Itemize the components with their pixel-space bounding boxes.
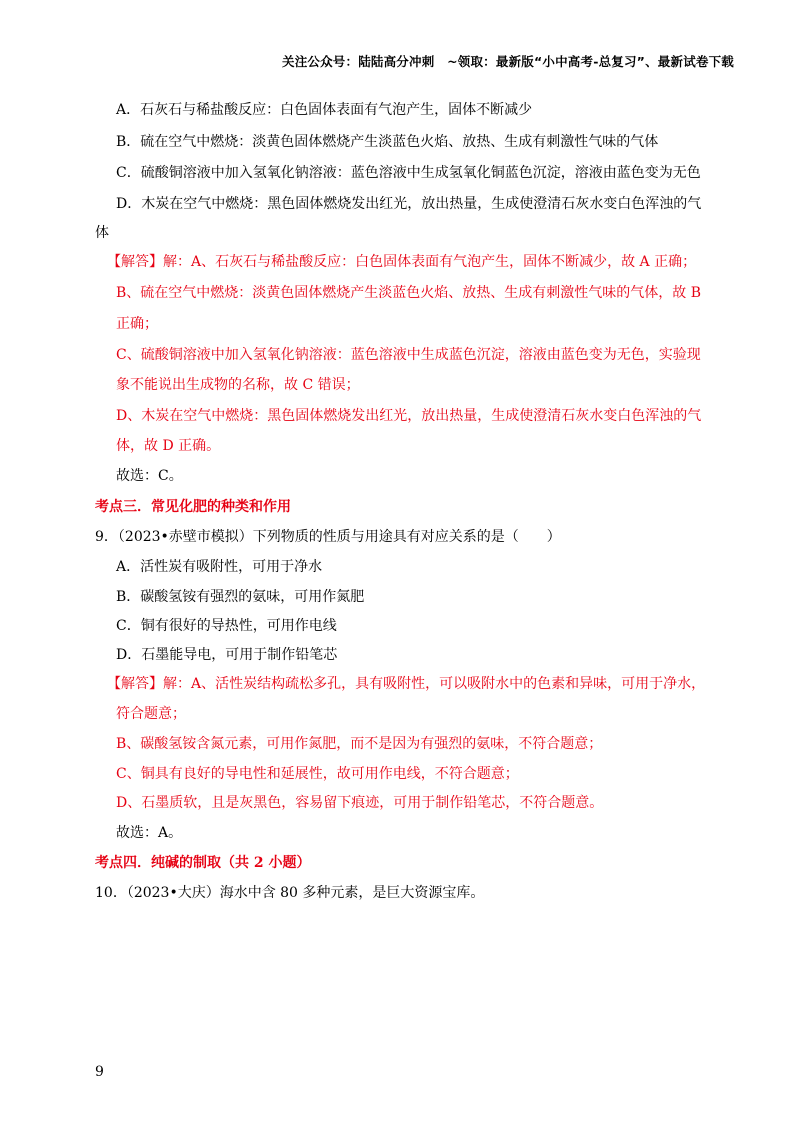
q9-option-a: A．活性炭有吸附性，可用于净水	[116, 559, 323, 575]
q8-answer-line-4: C、硫酸铜溶液中加入氢氧化钠溶液：蓝色溶液中生成蓝色沉淀，溶液由蓝色变为无色，实验现	[116, 347, 701, 363]
q9-option-b: B．碳酸氢铵有强烈的氨味，可用作氮肥	[116, 589, 365, 605]
q9-choice: 故选：A。	[116, 825, 183, 841]
page-header: 关注公众号：陆陆高分冲刺 ~领取：最新版“小中高考-总复习”、最新试卷下载	[282, 54, 734, 69]
section-3-title: 考点三．常见化肥的种类和作用	[95, 499, 291, 515]
q8-answer-line-3: 正确；	[116, 316, 158, 332]
q9-option-d: D．石墨能导电，可用于制作铅笔芯	[116, 647, 338, 663]
q8-answer-line-6: D、木炭在空气中燃烧：黑色固体燃烧发出红光，放出热量，生成使澄清石灰水变白色浑浊的气	[116, 408, 702, 424]
q9-option-c: C．铜有很好的导热性，可用作电线	[116, 618, 337, 634]
q9-answer-line-3: B、碳酸氢铵含氮元素，可用作氮肥，而不是因为有强烈的氨味，不符合题意；	[116, 736, 603, 752]
q9-stem: 9．（2023•赤壁市模拟）下列物质的性质与用途具有对应关系的是（ ）	[95, 529, 561, 545]
q8-option-d-cont: 体	[95, 225, 109, 241]
q9-answer-line-4: C、铜具有良好的导电性和延展性，故可用作电线，不符合题意；	[116, 766, 519, 782]
q9-answer-line-2: 符合题意；	[116, 706, 186, 722]
q8-answer-line-2: B、硫在空气中燃烧：淡黄色固体燃烧产生淡蓝色火焰、放热、生成有刺激性气味的气体，故 B	[116, 285, 702, 301]
q8-answer-line-7: 体，故 D 正确。	[116, 438, 221, 454]
page-number: 9	[95, 1064, 104, 1080]
q8-option-b: B．硫在空气中燃烧：淡黄色固体燃烧产生淡蓝色火焰、放热、生成有刺激性气味的气体	[116, 134, 659, 150]
q8-option-c: C．硫酸铜溶液中加入氢氧化钠溶液：蓝色溶液中生成氢氧化铜蓝色沉淀，溶液由蓝色变为无色	[116, 165, 701, 181]
q8-answer-line-1: 【解答】解：A、石灰石与稀盐酸反应：白色固体表面有气泡产生，固体不断减少，故 A 正确；	[107, 254, 697, 270]
section-4-title: 考点四．纯碱的制取（共 2 小题）	[95, 855, 311, 871]
q8-answer-line-5: 象不能说出生成物的名称，故 C 错误；	[116, 377, 360, 393]
q8-option-d: D．木炭在空气中燃烧：黑色固体燃烧发出红光，放出热量，生成使澄清石灰水变白色浑浊的气	[116, 196, 702, 212]
q10-stem: 10．（2023•大庆）海水中含 80 多种元素，是巨大资源宝库。	[95, 885, 485, 901]
q8-choice: 故选：C。	[116, 468, 183, 484]
q9-answer-line-1: 【解答】解：A、活性炭结构疏松多孔，具有吸附性，可以吸附水中的色素和异味，可用于净水，	[107, 676, 706, 692]
q8-option-a: A．石灰石与稀盐酸反应：白色固体表面有气泡产生，固体不断减少	[116, 102, 533, 118]
q9-answer-line-5: D、石墨质软，且是灰黑色，容易留下痕迹，可用于制作铅笔芯，不符合题意。	[116, 795, 604, 811]
